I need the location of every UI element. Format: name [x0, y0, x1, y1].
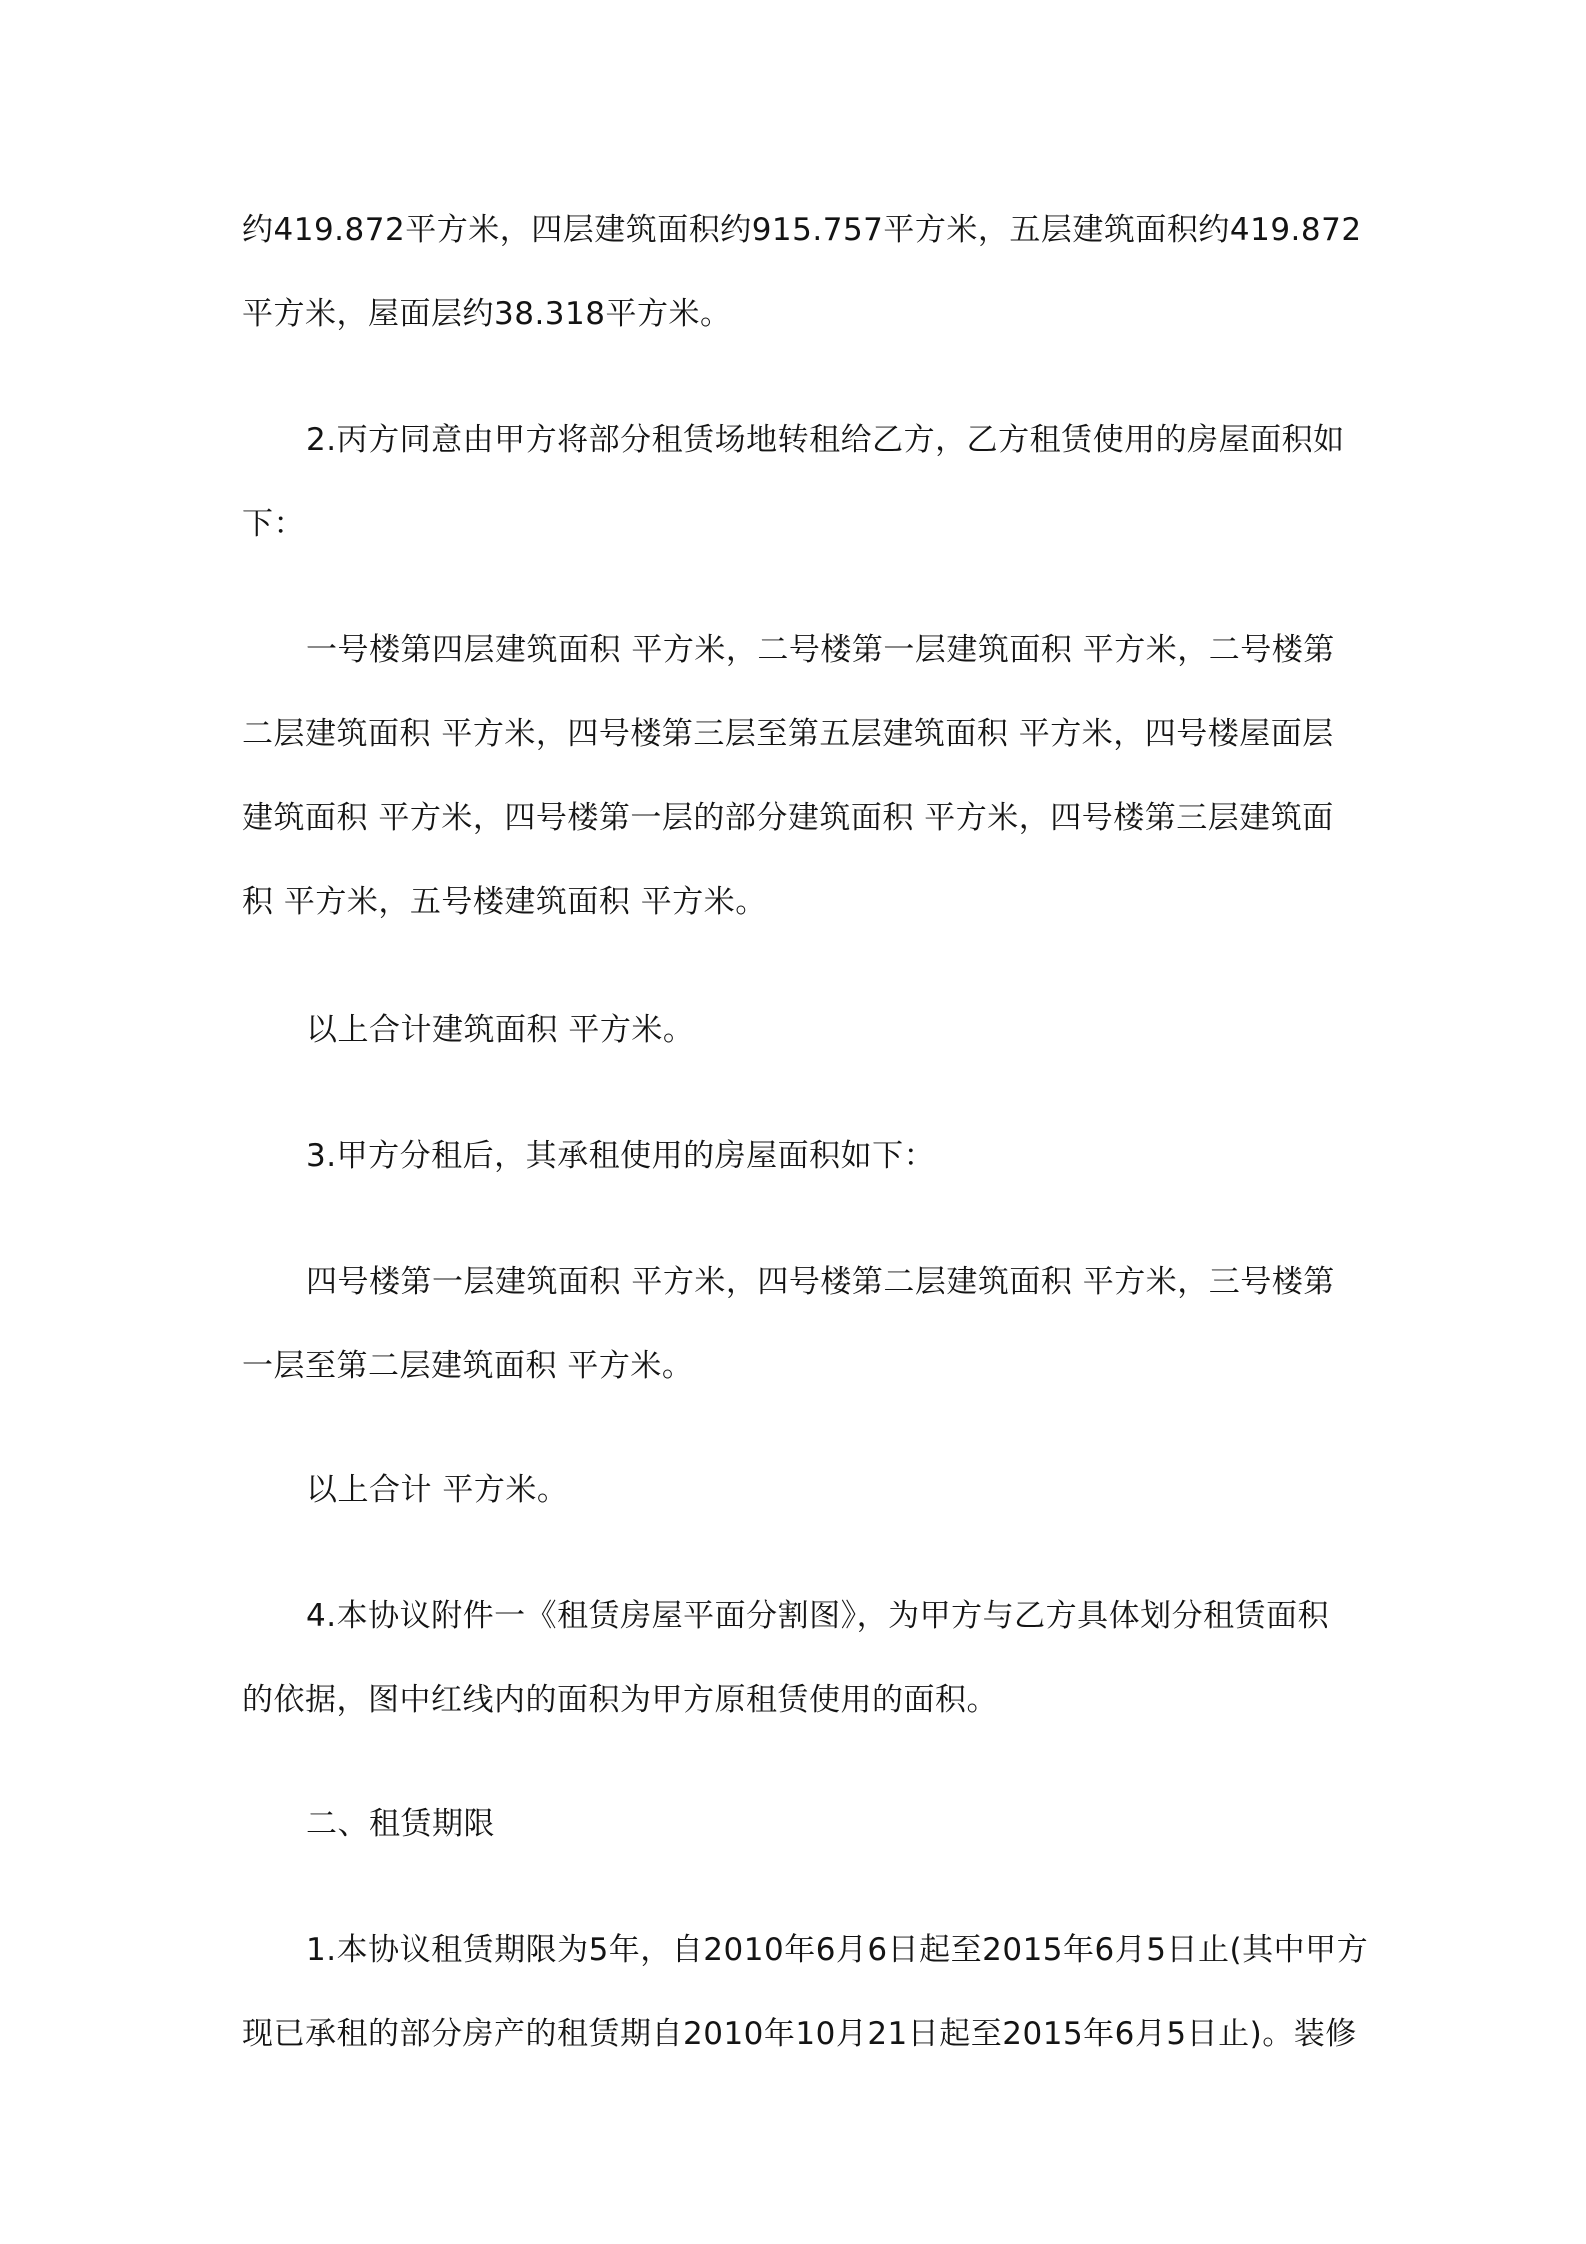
- text-line: 2.丙方同意由甲方将部分租赁场地转租给乙方，乙方租赁使用的房屋面积如: [306, 422, 1345, 458]
- paragraph-clause-2: [242, 398, 1352, 566]
- text-line: 约419.872平方米，四层建筑面积约915.757平方米，五层建筑面积约419.872: [242, 212, 1362, 248]
- text-line: 以上合计 平方米。: [306, 1472, 569, 1508]
- text-line: 四号楼第一层建筑面积 平方米，四号楼第二层建筑面积 平方米，三号楼第: [306, 1264, 1335, 1300]
- section-heading-lease-term: [242, 1782, 1352, 1866]
- text-line: 二、租赁期限: [306, 1806, 495, 1842]
- text-line: 一层至第二层建筑面积 平方米。: [242, 1348, 694, 1384]
- paragraph-tenant-a-areas: [242, 1240, 1352, 1408]
- text-line: 以上合计建筑面积 平方米。: [306, 1012, 695, 1048]
- text-line: 下：: [242, 506, 305, 542]
- paragraph-clause-3: [242, 1114, 1352, 1198]
- paragraph-total-b: [242, 988, 1352, 1072]
- text-line: 一号楼第四层建筑面积 平方米，二号楼第一层建筑面积 平方米，二号楼第: [306, 632, 1335, 668]
- text-line: 现已承租的部分房产的租赁期自2010年10月21日起至2015年6月5日止)。装修: [242, 2016, 1357, 2052]
- paragraph-lease-term-1: [242, 1908, 1369, 2076]
- paragraph-area-continuation: [242, 188, 1362, 356]
- text-line: 积 平方米，五号楼建筑面积 平方米。: [242, 884, 767, 920]
- paragraph-tenant-b-areas: [242, 608, 1352, 944]
- text-line: 3.甲方分租后，其承租使用的房屋面积如下：: [306, 1138, 936, 1174]
- paragraph-total-a: [242, 1448, 1352, 1532]
- text-line: 平方米，屋面层约38.318平方米。: [242, 296, 732, 332]
- text-line: 的依据，图中红线内的面积为甲方原租赁使用的面积。: [242, 1682, 998, 1718]
- text-line: 二层建筑面积 平方米，四号楼第三层至第五层建筑面积 平方米，四号楼屋面层: [242, 716, 1334, 752]
- text-line: 1.本协议租赁期限为5年，自2010年6月6日起至2015年6月5日止(其中甲方: [306, 1932, 1369, 1968]
- paragraph-clause-4: [242, 1574, 1352, 1742]
- text-line: 建筑面积 平方米，四号楼第一层的部分建筑面积 平方米，四号楼第三层建筑面: [242, 800, 1334, 836]
- text-line: 4.本协议附件一《租赁房屋平面分割图》，为甲方与乙方具体划分租赁面积: [306, 1598, 1330, 1634]
